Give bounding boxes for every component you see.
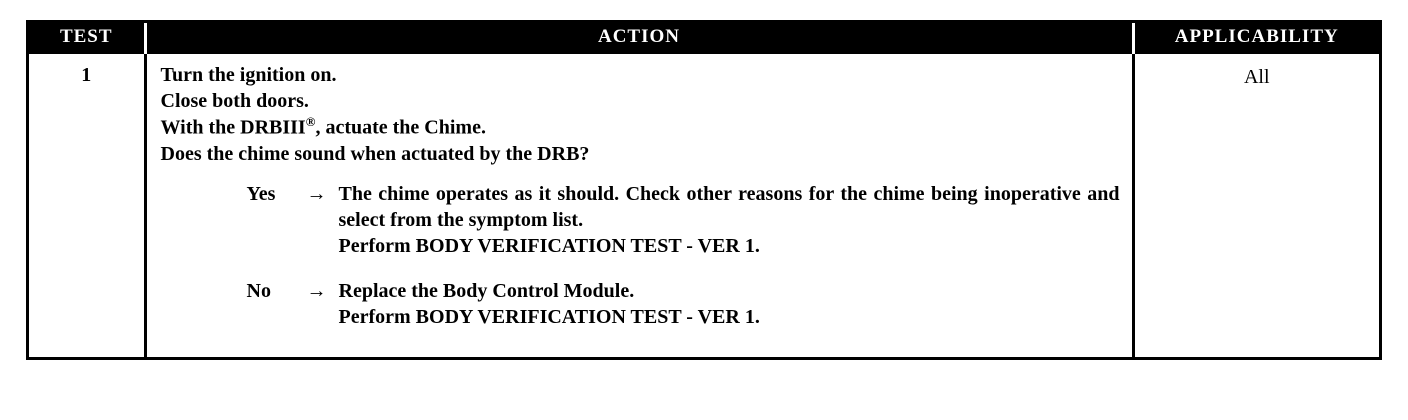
table-header-row: [29, 23, 1379, 53]
branch-no: [247, 278, 1120, 331]
action-cell: [145, 53, 1133, 357]
arrow-right-icon: →: [306, 279, 327, 302]
branch-no-line-2: Perform BODY VERIFICATION TEST - VER 1.: [338, 306, 760, 329]
action-question: Does the chime sound when actuated by the DRB?: [160, 142, 590, 165]
branch-list: [161, 181, 1120, 331]
action-step-3-suffix: , actuate the Chime.: [315, 116, 486, 139]
diagnostic-test-table: [26, 20, 1382, 360]
column-header-applicability: APPLICABILITY: [1133, 23, 1379, 53]
branch-yes-body: [339, 181, 1120, 260]
column-header-action: ACTION: [145, 23, 1133, 53]
test-number-cell: 1: [29, 53, 145, 357]
action-step-3-prefix: With the DRBIII: [160, 116, 306, 139]
applicability-cell: All: [1133, 53, 1379, 357]
action-step-1: Turn the ignition on.: [160, 64, 337, 86]
table-row: [29, 53, 1379, 357]
branch-yes-line-1: The chime operates as it should. Check other reasons for the chime being inoperative and select from the symptom list.: [338, 182, 1120, 232]
action-step-3: [161, 114, 1120, 141]
action-step-2: Close both doors.: [160, 90, 309, 112]
branch-yes-line-2: Perform BODY VERIFICATION TEST - VER 1.: [338, 235, 760, 258]
column-header-test: TEST: [29, 23, 145, 53]
arrow-right-icon: →: [306, 182, 327, 205]
branch-no-body: [339, 278, 1120, 331]
branch-no-label: No: [246, 279, 271, 302]
branch-yes: [247, 181, 1120, 260]
branch-yes-label: Yes: [246, 182, 276, 205]
branch-no-line-1: Replace the Body Control Module.: [338, 279, 635, 302]
registered-trademark-icon: ®: [305, 114, 316, 129]
